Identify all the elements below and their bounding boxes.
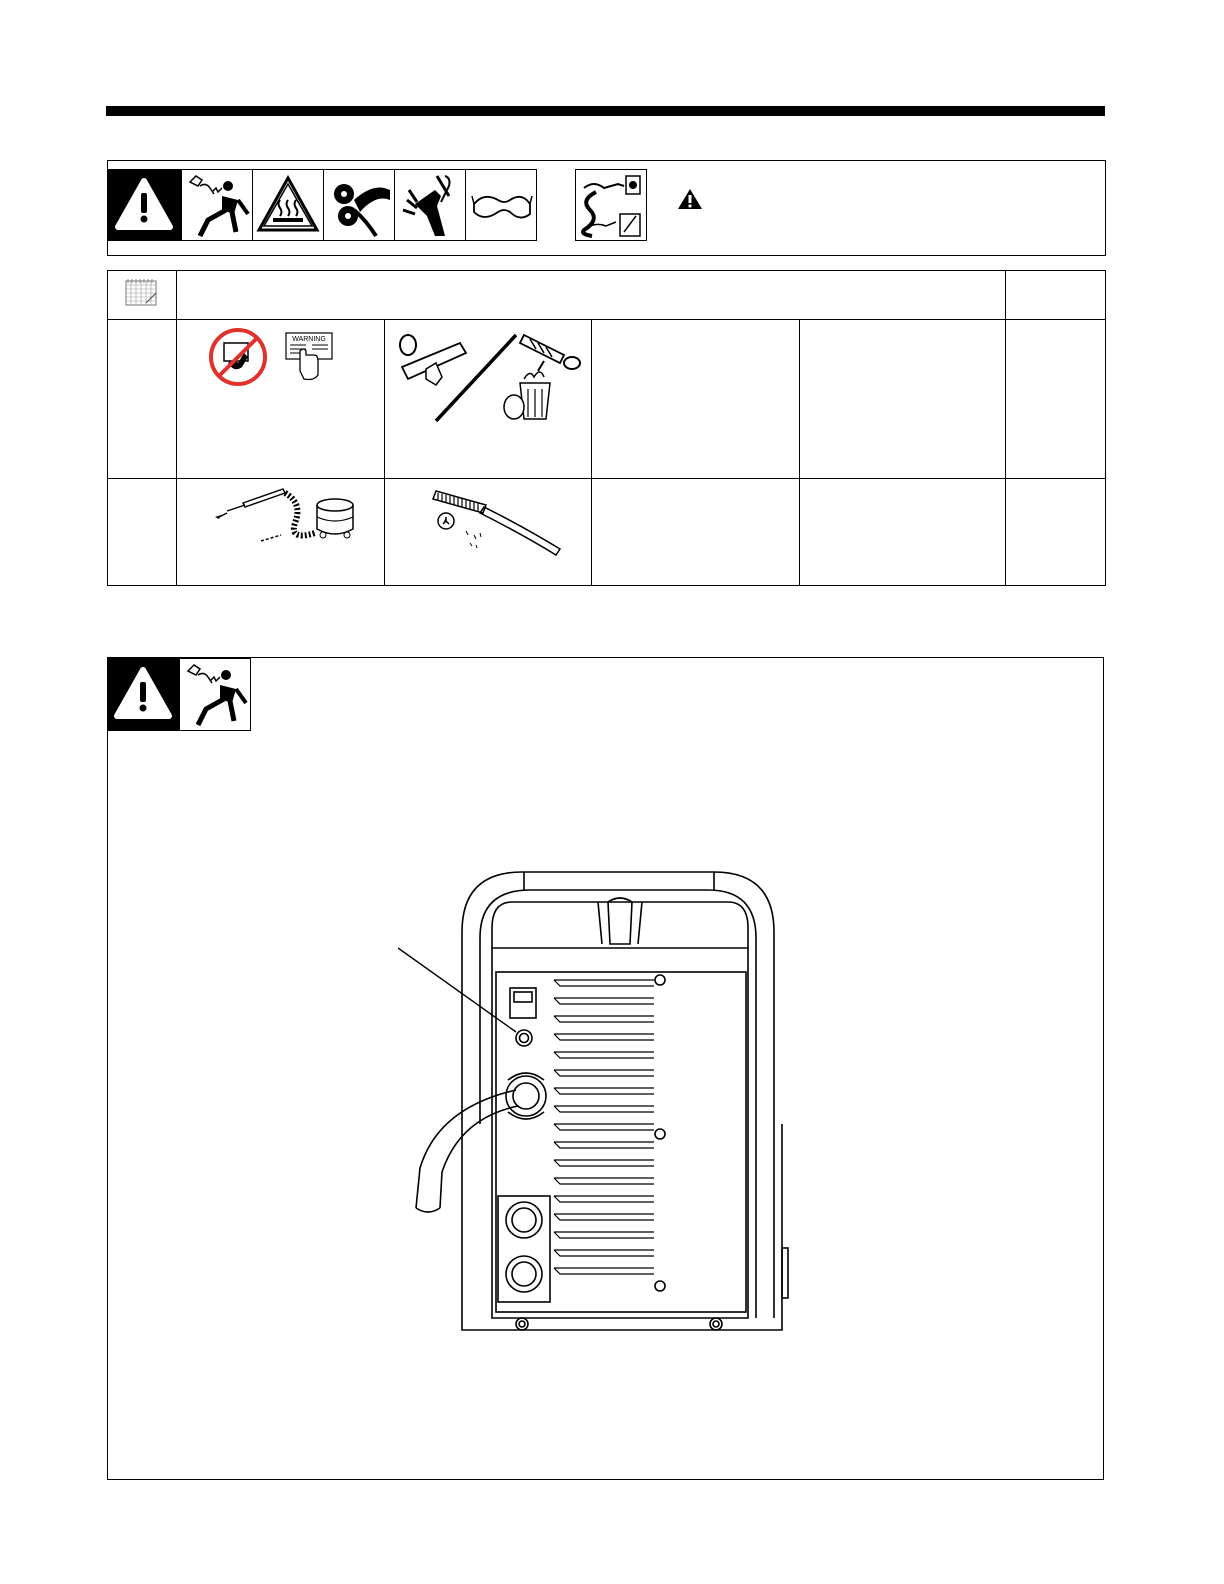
warning-triangle-icon (107, 658, 179, 731)
wire-brush-icon (426, 483, 566, 563)
warning-triangle-icon (108, 169, 181, 241)
moving-parts-icon (323, 169, 395, 241)
hot-surface-icon (252, 169, 324, 241)
svg-text:WARNING: WARNING (292, 336, 326, 343)
safety-glasses-icon (465, 169, 537, 241)
small-warning-icon (677, 188, 703, 210)
header-rule (106, 106, 1105, 116)
electric-shock-icon (181, 169, 253, 241)
calendar-icon (124, 277, 160, 307)
maintenance-schedule-table (107, 270, 1106, 586)
machine-rear-panel-drawing (398, 868, 818, 1348)
replace-labels-icon (284, 331, 338, 383)
do-not-remove-labels-icon (208, 327, 272, 387)
rear-panel-warning-box (107, 657, 1104, 1480)
vacuum-clean-icon (213, 485, 373, 561)
disconnect-power-icon (575, 169, 647, 241)
hand-injury-icon (394, 169, 466, 241)
electric-shock-icon (179, 658, 251, 731)
maintenance-warning-box (107, 160, 1106, 256)
replace-damaged-cords-icon (396, 331, 588, 425)
